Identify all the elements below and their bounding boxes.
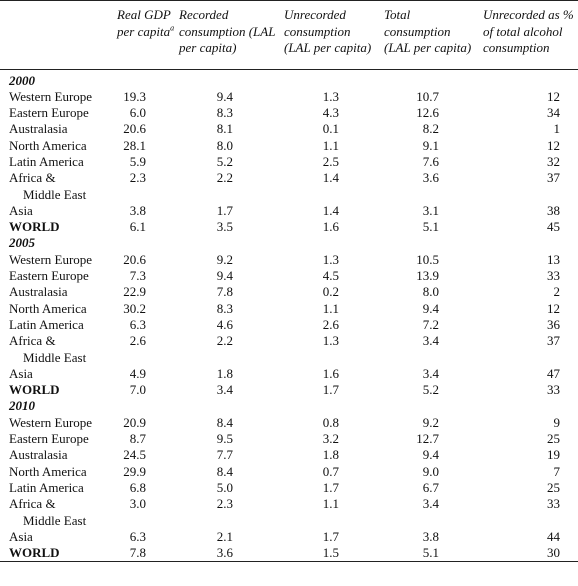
recorded-cell: 9.4 <box>216 268 233 284</box>
year-label: 2000 <box>9 72 35 88</box>
region-name: Latin America <box>9 153 84 169</box>
gdp-cell: 6.3 <box>129 528 146 544</box>
region-name-continued: Middle East <box>23 349 87 365</box>
gdp-cell: 3.8 <box>129 202 146 218</box>
region-cell <box>0 89 113 105</box>
unrecorded-cell: 0.8 <box>322 414 339 430</box>
unrecorded-pct-cell: 45 <box>547 219 560 235</box>
region-name: Eastern Europe <box>9 268 89 284</box>
region-cell <box>0 170 113 203</box>
year-section-row <box>0 69 578 89</box>
gdp-cell: 6.3 <box>129 316 146 332</box>
total-cell: 6.7 <box>422 479 439 495</box>
recorded-cell: 8.3 <box>216 300 233 316</box>
region-name: Africa & <box>9 333 56 349</box>
total-cell: 10.5 <box>416 251 439 267</box>
recorded-cell: 2.2 <box>216 333 233 349</box>
table-row <box>0 464 578 480</box>
region-cell <box>0 252 113 268</box>
total-cell: 13.9 <box>416 268 439 284</box>
total-cell: 5.1 <box>422 219 439 235</box>
unrecorded-cell: 4.3 <box>322 105 339 121</box>
total-cell: 3.4 <box>422 333 439 349</box>
unrecorded-pct-cell: 33 <box>547 496 560 512</box>
unrecorded-pct-cell: 13 <box>547 251 560 267</box>
unrecorded-cell: 1.5 <box>280 545 380 562</box>
recorded-cell: 8.4 <box>216 463 233 479</box>
unrecorded-cell: 1.7 <box>322 382 339 398</box>
gdp-cell: 4.9 <box>129 365 146 381</box>
gdp-cell: 5.9 <box>129 153 146 169</box>
gdp-cell: 8.7 <box>129 431 146 447</box>
recorded-cell: 2.3 <box>216 496 233 512</box>
unrecorded-cell: 2.5 <box>322 153 339 169</box>
region-name: Africa & <box>9 496 56 512</box>
recorded-cell: 1.8 <box>216 365 233 381</box>
unrecorded-pct-cell: 12 <box>547 88 560 104</box>
unrecorded-cell: 2.6 <box>322 316 339 332</box>
table-row <box>0 154 578 170</box>
recorded-cell: 3.4 <box>216 382 233 398</box>
region-name: WORLD <box>9 545 60 561</box>
unrecorded-pct-cell: 32 <box>547 153 560 169</box>
recorded-cell: 8.3 <box>216 105 233 121</box>
total-cell: 9.4 <box>422 300 439 316</box>
gdp-cell: 29.9 <box>123 463 146 479</box>
table-row <box>0 496 578 529</box>
table-row <box>0 480 578 496</box>
total-cell: 3.8 <box>422 528 439 544</box>
gdp-cell: 2.3 <box>129 170 146 186</box>
unrecorded-cell: 0.2 <box>322 284 339 300</box>
header-gdp-label: Real GDP per capita <box>117 7 171 39</box>
region-name: Western Europe <box>9 414 93 430</box>
unrecorded-pct-cell: 44 <box>547 528 560 544</box>
table-row <box>0 252 578 268</box>
unrecorded-pct-cell: 38 <box>547 202 560 218</box>
recorded-cell: 8.4 <box>216 414 233 430</box>
total-cell: 10.7 <box>416 88 439 104</box>
region-name: WORLD <box>9 219 60 235</box>
recorded-cell: 2.2 <box>216 170 233 186</box>
world-total-row <box>0 219 578 235</box>
unrecorded-pct-cell: 1 <box>553 121 560 137</box>
unrecorded-cell: 0.7 <box>322 463 339 479</box>
gdp-cell: 3.0 <box>129 496 146 512</box>
region-cell <box>0 317 113 333</box>
region-name: Africa & <box>9 170 56 186</box>
recorded-cell: 2.1 <box>216 528 233 544</box>
region-cell <box>0 464 113 480</box>
unrecorded-pct-cell: 7 <box>553 463 560 479</box>
recorded-cell: 9.2 <box>216 251 233 267</box>
recorded-cell: 1.7 <box>216 202 233 218</box>
recorded-cell: 8.0 <box>216 137 233 153</box>
gdp-cell: 6.8 <box>129 479 146 495</box>
total-cell: 8.2 <box>422 121 439 137</box>
total-cell: 5.1 <box>380 545 479 562</box>
unrecorded-pct-cell: 30 <box>479 545 578 562</box>
table-row <box>0 529 578 545</box>
unrecorded-cell: 1.7 <box>322 479 339 495</box>
region-name: Asia <box>9 528 33 544</box>
region-name: Western Europe <box>9 251 93 267</box>
table-row <box>0 284 578 300</box>
recorded-cell: 5.2 <box>216 153 233 169</box>
total-cell: 3.6 <box>422 170 439 186</box>
unrecorded-pct-cell: 12 <box>547 300 560 316</box>
table-header <box>0 1 578 70</box>
year-label: 2005 <box>9 235 35 251</box>
unrecorded-pct-cell: 37 <box>547 333 560 349</box>
region-name: Asia <box>9 365 33 381</box>
gdp-cell: 20.6 <box>123 121 146 137</box>
recorded-cell: 3.5 <box>216 219 233 235</box>
unrecorded-cell: 1.1 <box>322 300 339 316</box>
unrecorded-cell: 3.2 <box>322 431 339 447</box>
region-cell <box>0 121 113 137</box>
recorded-cell: 8.1 <box>216 121 233 137</box>
header-gdp <box>113 1 175 70</box>
region-name: WORLD <box>9 382 60 398</box>
gdp-cell: 28.1 <box>123 137 146 153</box>
header-gdp-footnote-marker: a <box>170 23 175 33</box>
table-row <box>0 138 578 154</box>
header-recorded: Recorded consumption (LAL per capita) <box>175 1 280 70</box>
total-cell: 7.6 <box>422 153 439 169</box>
gdp-cell: 7.8 <box>113 545 175 562</box>
year-section-row <box>0 398 578 414</box>
region-cell <box>0 545 113 562</box>
region-cell <box>0 431 113 447</box>
region-name: Australasia <box>9 284 68 300</box>
table-row <box>0 317 578 333</box>
unrecorded-cell: 1.8 <box>322 447 339 463</box>
region-cell <box>0 366 113 382</box>
region-name-continued: Middle East <box>23 186 87 202</box>
recorded-cell: 7.7 <box>216 447 233 463</box>
unrecorded-cell: 1.1 <box>322 137 339 153</box>
region-name: North America <box>9 463 87 479</box>
unrecorded-pct-cell: 25 <box>547 479 560 495</box>
region-name: Latin America <box>9 479 84 495</box>
region-name: Western Europe <box>9 88 93 104</box>
gdp-cell: 20.6 <box>123 251 146 267</box>
total-cell: 12.6 <box>416 105 439 121</box>
header-total: Total consumption (LAL per capita) <box>380 1 479 70</box>
region-cell <box>0 415 113 431</box>
header-pct: Unrecorded as % of total alcohol consumption <box>479 1 578 70</box>
header-row <box>0 1 578 70</box>
region-name: Asia <box>9 202 33 218</box>
table-body <box>0 69 578 562</box>
table-row <box>0 447 578 463</box>
unrecorded-pct-cell: 2 <box>553 284 560 300</box>
total-cell: 9.2 <box>422 414 439 430</box>
gdp-cell: 20.9 <box>123 414 146 430</box>
unrecorded-cell: 1.3 <box>322 333 339 349</box>
unrecorded-pct-cell: 25 <box>547 431 560 447</box>
unrecorded-cell: 1.3 <box>322 88 339 104</box>
region-cell <box>0 301 113 317</box>
gdp-cell: 19.3 <box>123 88 146 104</box>
table-row <box>0 268 578 284</box>
recorded-cell: 9.4 <box>216 88 233 104</box>
region-cell <box>0 529 113 545</box>
table-row <box>0 170 578 203</box>
region-name: Latin America <box>9 316 84 332</box>
region-cell <box>0 268 113 284</box>
unrecorded-cell: 4.5 <box>322 268 339 284</box>
region-name: North America <box>9 300 87 316</box>
unrecorded-pct-cell: 47 <box>547 365 560 381</box>
unrecorded-pct-cell: 33 <box>547 268 560 284</box>
table-row <box>0 415 578 431</box>
region-cell <box>0 496 113 529</box>
region-cell <box>0 382 113 398</box>
region-cell <box>0 219 113 235</box>
world-total-row <box>0 382 578 398</box>
gdp-cell: 24.5 <box>123 447 146 463</box>
recorded-cell: 3.6 <box>175 545 280 562</box>
region-cell <box>0 138 113 154</box>
total-cell: 3.4 <box>422 496 439 512</box>
recorded-cell: 4.6 <box>216 316 233 332</box>
header-region <box>0 1 113 70</box>
total-cell: 9.0 <box>422 463 439 479</box>
unrecorded-cell: 1.1 <box>322 496 339 512</box>
total-cell: 3.4 <box>422 365 439 381</box>
unrecorded-pct-cell: 12 <box>547 137 560 153</box>
region-cell <box>0 333 113 366</box>
unrecorded-pct-cell: 36 <box>547 316 560 332</box>
total-cell: 7.2 <box>422 316 439 332</box>
table-row <box>0 301 578 317</box>
gdp-cell: 7.0 <box>129 382 146 398</box>
unrecorded-cell: 0.1 <box>322 121 339 137</box>
total-cell: 5.2 <box>422 382 439 398</box>
unrecorded-cell: 1.4 <box>322 202 339 218</box>
header-unrecorded: Unrecorded consumption (LAL per capita) <box>280 1 380 70</box>
unrecorded-cell: 1.3 <box>322 251 339 267</box>
gdp-cell: 22.9 <box>123 284 146 300</box>
unrecorded-cell: 1.4 <box>322 170 339 186</box>
table-row <box>0 431 578 447</box>
unrecorded-cell: 1.6 <box>322 219 339 235</box>
total-cell: 3.1 <box>422 202 439 218</box>
gdp-cell: 6.1 <box>129 219 146 235</box>
table-row <box>0 121 578 137</box>
gdp-cell: 7.3 <box>129 268 146 284</box>
unrecorded-cell: 1.6 <box>322 365 339 381</box>
region-cell <box>0 203 113 219</box>
gdp-cell: 6.0 <box>129 105 146 121</box>
region-name: North America <box>9 137 87 153</box>
gdp-cell: 2.6 <box>129 333 146 349</box>
table-row <box>0 105 578 121</box>
year-section-row <box>0 235 578 251</box>
total-cell: 9.4 <box>422 447 439 463</box>
unrecorded-pct-cell: 9 <box>553 414 560 430</box>
region-cell <box>0 105 113 121</box>
total-cell: 9.1 <box>422 137 439 153</box>
unrecorded-pct-cell: 33 <box>547 382 560 398</box>
recorded-cell: 5.0 <box>216 479 233 495</box>
region-name: Eastern Europe <box>9 105 89 121</box>
region-cell <box>0 284 113 300</box>
region-name: Eastern Europe <box>9 431 89 447</box>
table-row <box>0 89 578 105</box>
unrecorded-pct-cell: 34 <box>547 105 560 121</box>
total-cell: 12.7 <box>416 431 439 447</box>
unrecorded-pct-cell: 19 <box>547 447 560 463</box>
region-cell <box>0 447 113 463</box>
world-total-row <box>0 545 578 562</box>
recorded-cell: 7.8 <box>216 284 233 300</box>
table-row <box>0 366 578 382</box>
gdp-cell: 30.2 <box>123 300 146 316</box>
table-row <box>0 333 578 366</box>
region-cell <box>0 154 113 170</box>
region-name-continued: Middle East <box>23 512 87 528</box>
region-name: Australasia <box>9 121 68 137</box>
unrecorded-cell: 1.7 <box>322 528 339 544</box>
unrecorded-pct-cell: 37 <box>547 170 560 186</box>
region-name: Australasia <box>9 447 68 463</box>
recorded-cell: 9.5 <box>216 431 233 447</box>
table-row <box>0 203 578 219</box>
total-cell: 8.0 <box>422 284 439 300</box>
region-cell <box>0 480 113 496</box>
year-label: 2010 <box>9 398 35 414</box>
